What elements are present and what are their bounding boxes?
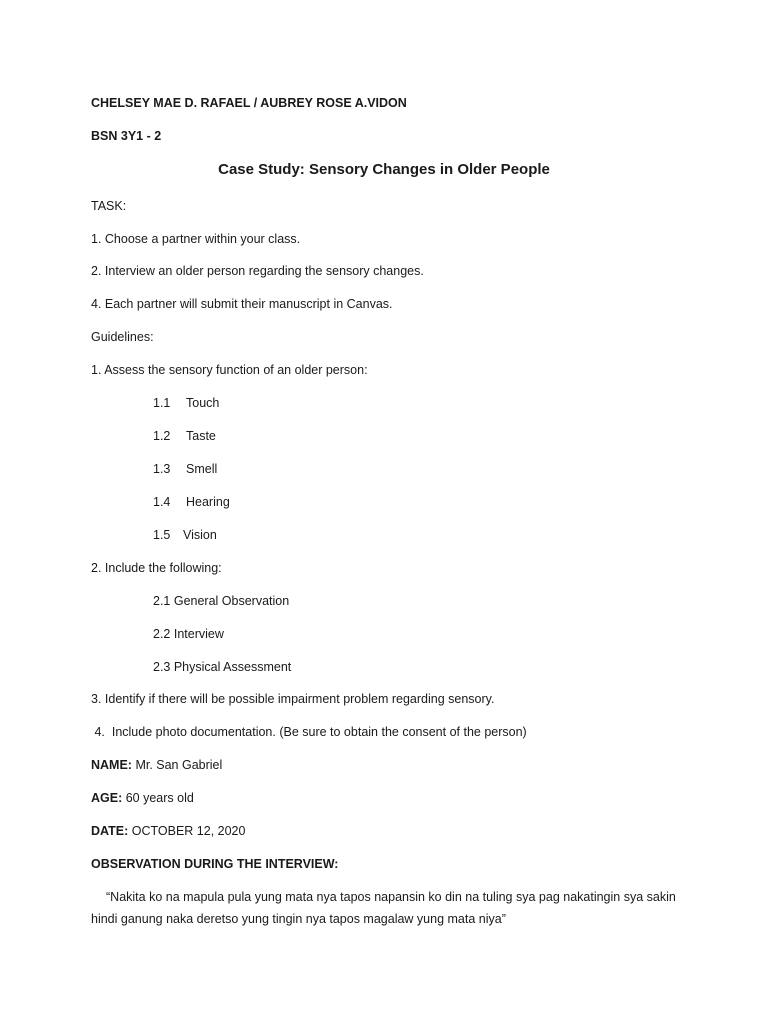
include-physical-assessment: 2.3 Physical Assessment xyxy=(153,660,292,674)
include-interview: 2.2 Interview xyxy=(153,627,224,641)
sense-label: Hearing xyxy=(186,495,230,509)
task-item-2: 2. Interview an older person regarding the sensory changes. xyxy=(91,264,424,278)
name-label: NAME: xyxy=(91,758,132,772)
task-item-4: 4. Each partner will submit their manuscript in Canvas. xyxy=(91,297,393,311)
guidelines-heading: Guidelines: xyxy=(91,330,154,344)
sense-item-vision xyxy=(153,527,217,543)
guideline-item-4: 4. Include photo documentation. (Be sure to obtain the consent of the person) xyxy=(91,725,527,739)
guideline-item-2: 2. Include the following: xyxy=(91,561,222,575)
sense-number: 1.2 xyxy=(153,429,171,443)
sense-label: Smell xyxy=(186,462,218,476)
sense-number: 1.3 xyxy=(153,462,171,476)
interview-quote-line-2: hindi ganung naka deretso yung tingin nya tapos magalaw yung mata niya” xyxy=(91,912,506,926)
include-general-observation: 2.1 General Observation xyxy=(153,594,290,608)
age-label: AGE: xyxy=(91,791,123,805)
task-heading: TASK: xyxy=(91,199,127,213)
interview-date xyxy=(91,823,245,839)
guideline-item-1: 1. Assess the sensory function of an older person: xyxy=(91,363,368,377)
sense-label: Vision xyxy=(183,528,217,542)
sense-item-smell xyxy=(153,461,217,477)
class-section: BSN 3Y1 - 2 xyxy=(91,129,162,143)
sense-label: Touch xyxy=(186,396,220,410)
sense-label: Taste xyxy=(186,429,216,443)
task-item-1: 1. Choose a partner within your class. xyxy=(91,232,301,246)
guideline-item-3: 3. Identify if there will be possible impairment problem regarding sensory. xyxy=(91,692,495,706)
patient-name xyxy=(91,757,222,773)
page-title: Case Study: Sensory Changes in Older People xyxy=(218,161,550,178)
date-value: OCTOBER 12, 2020 xyxy=(128,824,246,838)
date-label: DATE: xyxy=(91,824,129,838)
observation-heading: OBSERVATION DURING THE INTERVIEW: xyxy=(91,857,339,871)
interview-quote-line-1: “Nakita ko na mapula pula yung mata nya tapos napansin ko din na tuling sya pag nakatingin sya sakin xyxy=(106,890,676,904)
sense-number: 1.5 xyxy=(153,528,171,542)
sense-item-taste xyxy=(153,428,216,444)
sense-number: 1.4 xyxy=(153,495,171,509)
sense-number: 1.1 xyxy=(153,396,171,410)
patient-age xyxy=(91,790,194,806)
age-value: 60 years old xyxy=(122,791,194,805)
sense-item-touch xyxy=(153,395,219,411)
name-value: Mr. San Gabriel xyxy=(131,758,223,772)
sense-item-hearing xyxy=(153,494,230,510)
author-names: CHELSEY MAE D. RAFAEL / AUBREY ROSE A.VIDON xyxy=(91,96,407,110)
